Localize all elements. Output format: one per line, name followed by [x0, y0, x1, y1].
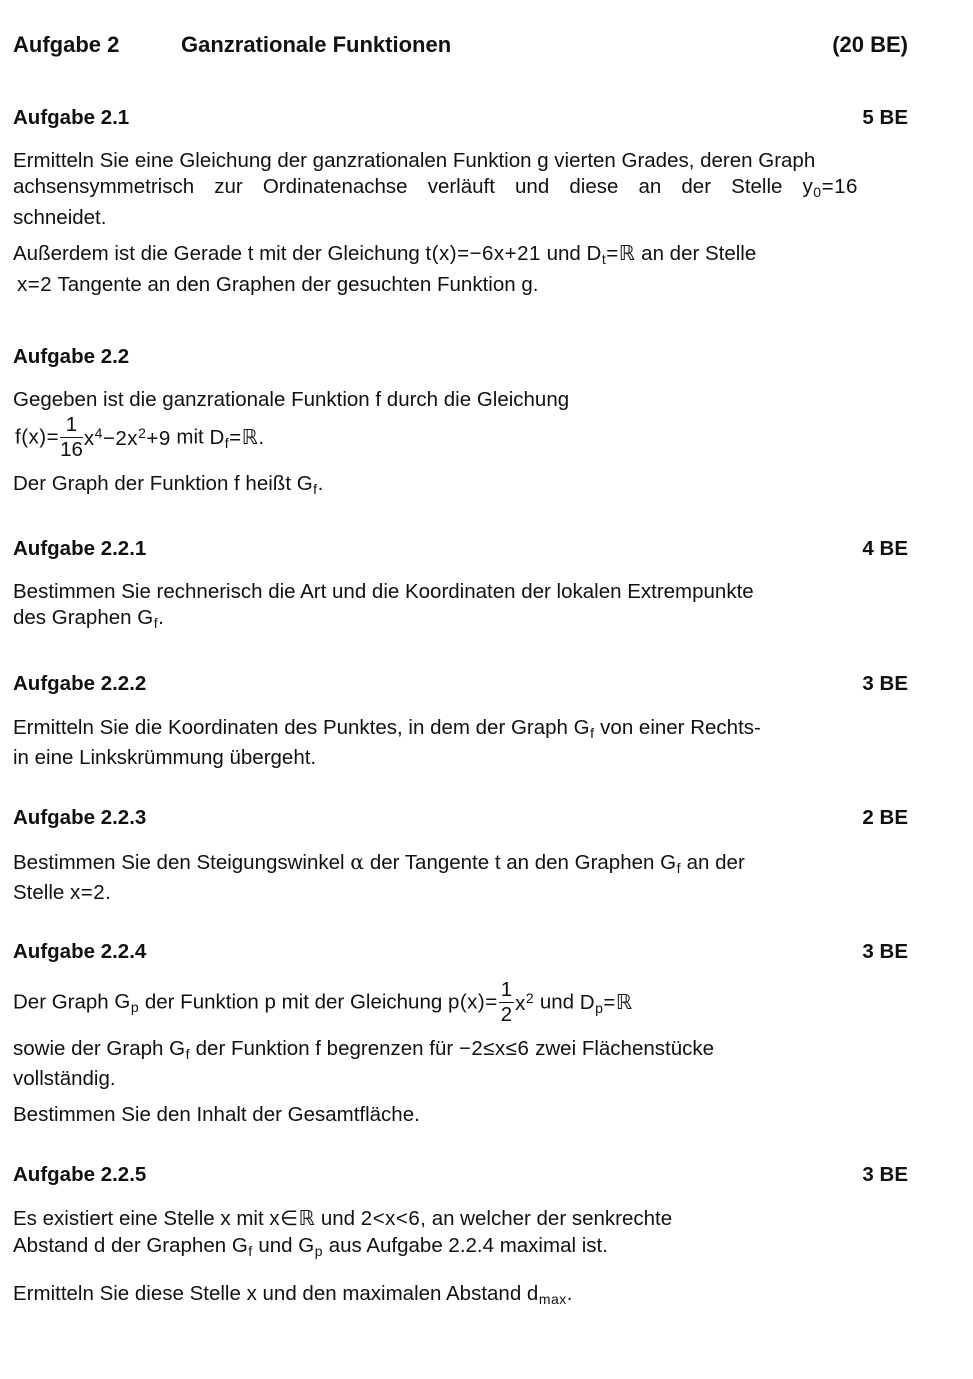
text-2-2-2-line2: in eine Linkskrümmung übergeht.: [13, 746, 317, 769]
heading-2-2-2: Aufgabe 2.2.2: [13, 672, 147, 695]
points-2-2-4: 3 BE: [862, 940, 908, 963]
text-2-1-line3: schneidet.: [13, 206, 107, 229]
text-2-1-line1: Ermitteln Sie eine Gleichung der ganzrationalen Funktion g vierten Grades, deren Graph: [13, 149, 816, 172]
heading-2-2-3: Aufgabe 2.2.3: [13, 806, 147, 829]
text-2-2-1-line1: Bestimmen Sie rechnerisch die Art und die Koordinaten der lokalen Extrempunkte: [13, 580, 754, 603]
word: zur: [214, 175, 243, 198]
text-2-2-line1: Gegeben ist die ganzrationale Funktion f durch die Gleichung: [13, 388, 570, 411]
text-2-2-2-line1: Ermitteln Sie die Koordinaten des Punktes, in dem der Graph $G_f$ von einer Rechts-: [13, 716, 761, 741]
word: und: [515, 175, 550, 198]
text-2-2-4-line4: Bestimmen Sie den Inhalt der Gesamtfläche.: [13, 1103, 420, 1126]
points-2-2-5: 3 BE: [862, 1163, 908, 1186]
text-2-2-3-line1: Bestimmen Sie den Steigungswinkel α der Tangente t an den Graphen $G_f$ an der: [13, 850, 745, 876]
word: an: [638, 175, 662, 198]
text-2-2-5-line2: Abstand d der Graphen $G_f$ und $G_p$ aus Aufgabe 2.2.4 maximal ist.: [13, 1234, 608, 1259]
total-points: (20 BE): [832, 32, 908, 57]
text-2-2-line3: Der Graph der Funktion f heißt $G_f$.: [13, 472, 324, 497]
text-2-2-4-line3: vollständig.: [13, 1067, 116, 1090]
page-title: Ganzrationale Funktionen: [181, 32, 452, 57]
heading-2-2-1: Aufgabe 2.2.1: [13, 537, 147, 560]
word: verläuft: [427, 175, 495, 198]
word: Stelle: [731, 175, 783, 198]
word: achsensymmetrisch: [13, 175, 195, 198]
text-2-2-4-line2: sowie der Graph $G_f$ der Funktion f begrenzen für −2≤x≤6 zwei Flächenstücke: [13, 1037, 715, 1062]
equation-f: f(x)= $\frac{1}{16}$ $x^4-2x^2+9$ mit $D_f=ℝ$.: [15, 413, 265, 461]
aufgabe-label: Aufgabe 2: [13, 32, 120, 57]
text-2-2-5-line1: Es existiert eine Stelle x mit x∈ℝ und 2<x<6, an welcher der senkrechte: [13, 1207, 673, 1230]
word: der: [681, 175, 712, 198]
heading-2-2-4: Aufgabe 2.2.4: [13, 940, 147, 963]
text-2-2-4-line1: Der Graph $G_p$ der Funktion p mit der Gleichung p(x)= $\frac{1}{2}$ $x^2$ und $D_p=ℝ$: [13, 978, 633, 1026]
word: diese: [569, 175, 619, 198]
points-2-2-2: 3 BE: [862, 672, 908, 695]
points-2-2-3: 2 BE: [862, 806, 908, 829]
math-y0: $y_0=16$: [802, 175, 858, 200]
points-2-1: 5 BE: [862, 106, 908, 129]
text-2-1-line4: Außerdem ist die Gerade t mit der Gleichung t(x)=−6x+21 und $D_t=ℝ$ an der Stelle: [13, 242, 757, 267]
points-2-2-1: 4 BE: [862, 537, 908, 560]
text-2-1-line2: [13, 175, 858, 200]
word: Ordinatenachse: [262, 175, 408, 198]
text-2-2-3-line2: Stelle x=2.: [13, 881, 112, 904]
heading-2-1: Aufgabe 2.1: [13, 106, 130, 129]
heading-2-2: Aufgabe 2.2: [13, 345, 130, 368]
heading-2-2-5: Aufgabe 2.2.5: [13, 1163, 147, 1186]
text-2-1-line5: x=2 Tangente an den Graphen der gesuchten Funktion g.: [17, 273, 539, 296]
text-2-2-5-line3: Ermitteln Sie diese Stelle x und den maximalen Abstand $d_{max}$.: [13, 1282, 573, 1307]
text-2-2-1-line2: des Graphen $G_f$.: [13, 606, 164, 631]
